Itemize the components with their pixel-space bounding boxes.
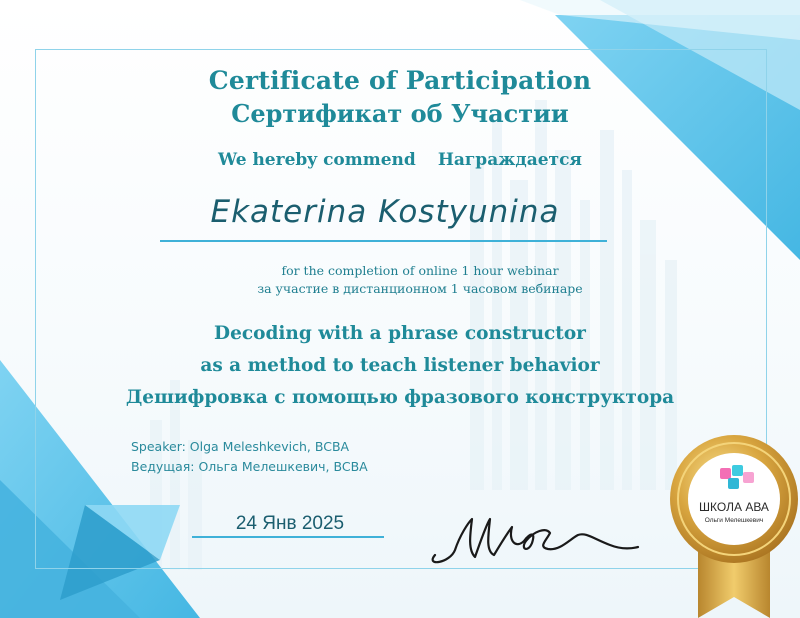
date-underline: [192, 536, 384, 538]
completion-ru: за участие в дистанционном 1 часовом вебинаре: [257, 281, 583, 296]
commend-en: We hereby commend: [218, 150, 416, 170]
school-seal-medal: [668, 425, 800, 618]
commend-ru: Награждается: [437, 150, 582, 170]
certificate-title-ru: Сертификат об Участии: [231, 99, 569, 128]
completion-en: for the completion of online 1 hour webinar: [281, 263, 559, 278]
webinar-title-line1: Decoding with a phrase constructor: [214, 323, 586, 344]
recipient-name: Ekaterina Kostyunina: [210, 194, 560, 230]
webinar-title: [0, 318, 800, 414]
webinar-title-line2: as a method to teach listener behavior: [200, 355, 600, 376]
signature: [420, 505, 640, 575]
completion-text: [0, 262, 800, 298]
webinar-title-ru: Дешифровка с помощью фразового конструктора: [125, 387, 675, 408]
speaker-info: [131, 437, 368, 477]
certificate-date: 24 Янв 2025: [235, 513, 345, 534]
commend-line: [0, 150, 800, 170]
seal-school-name: ШКОЛА АВА: [699, 500, 769, 514]
speaker-ru: Ведущая: Ольга Мелешкевич, BCBA: [131, 459, 368, 474]
speaker-en: Speaker: Olga Meleshkevich, BCBA: [131, 439, 350, 454]
seal-school-subtitle: Ольги Мелешкевич: [704, 517, 764, 524]
certificate-title-en: Certificate of Participation: [208, 66, 592, 95]
recipient-underline: [160, 240, 607, 242]
